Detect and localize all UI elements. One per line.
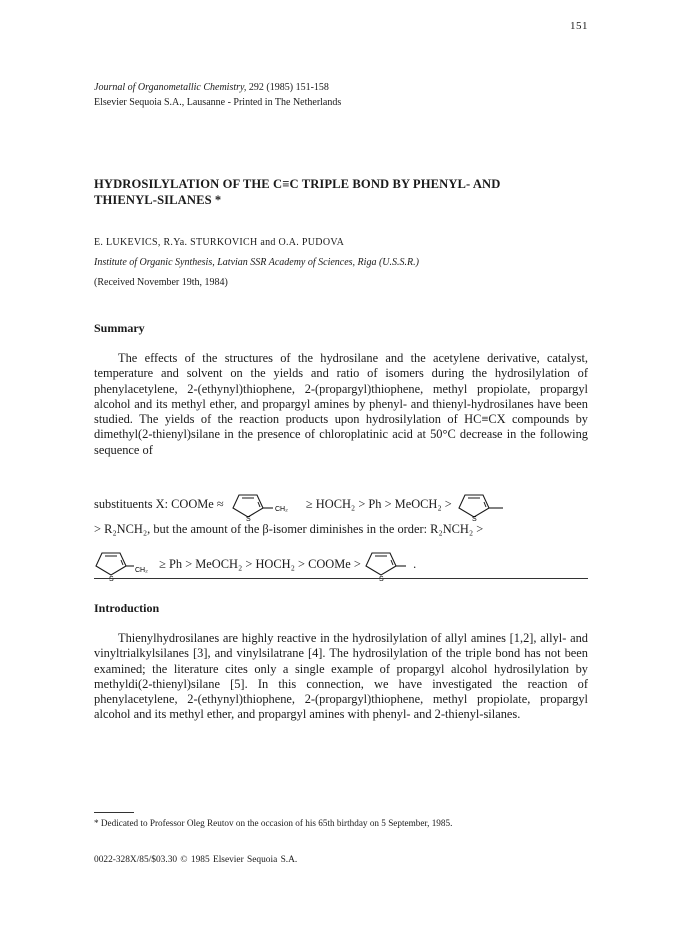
sequence-text: ≥ Ph > MeOCH₂ > HOCH₂ > COOMe >	[159, 556, 361, 571]
summary-paragraph	[94, 351, 588, 458]
title-line-2: THIENYL-SILANES *	[94, 193, 222, 207]
sequence-line-1	[94, 488, 507, 522]
sequence-end: .	[413, 556, 417, 571]
sequence-middle: ≥ HOCH₂ > Ph > MeOCH₂ >	[305, 496, 452, 511]
copyright-line: 0022-328X/85/$03.30 © 1985 Elsevier Sequoia S.A.	[94, 855, 298, 865]
sequence-line-3	[94, 548, 416, 582]
ch2-label: CH₂	[274, 506, 288, 513]
article-title	[94, 176, 614, 208]
footnote-rule	[94, 812, 134, 813]
sequence-line-2: > R₂NCH₂, but the amount of the β-isomer diminishes in the order: R₂NCH₂ >	[94, 522, 484, 536]
sulfur-label: S	[245, 516, 251, 522]
introduction-text: Thienylhydrosilanes are highly reactive in the hydrosilylation of allyl amines [1,2], allyl- and vinyltrialkylsilanes [3], and vinylsilatrane [4]. The hydrosilylation of the triple bond has not been examined; the literature cites only a single example of propargyl alcohol hydrosilylation by methyldi(2-thienyl)silane [5]. In this connection, we have investigated the reaction of phenylacetylene, 2-(ethynyl)thiophene, 2-(propargyl)thiophene, methyl propiolate, propargyl alcohol and its methyl ether, and propargyl amines with phenyl- and 2-thienyl-silanes.	[94, 631, 588, 722]
journal-citation	[94, 80, 341, 110]
section-divider	[94, 578, 588, 579]
sulfur-label: S	[471, 516, 477, 522]
received-date: (Received November 19th, 1984)	[94, 277, 228, 288]
summary-heading: Summary	[94, 321, 145, 335]
journal-details: 292 (1985) 151-158	[248, 82, 329, 93]
affiliation: Institute of Organic Synthesis, Latvian SSR Academy of Sciences, Riga (U.S.S.R.)	[94, 257, 419, 268]
thienylmethyl-structure-icon	[227, 488, 303, 522]
footnote: * Dedicated to Professor Oleg Reutov on the occasion of his 65th birthday on 5 September, 1985.	[94, 818, 453, 828]
summary-text: The effects of the structures of the hydrosilane and the acetylene derivative, catalyst, temperature and solvent on the yields and ratio of isomers during the hydrosilylation of phenylacetylene, 2-(ethynyl)thiophene, 2-(propargyl)thiophene, methyl propiolate, propargyl alcohol and its methyl ether, and propargyl amines by phenyl- and thienyl-hydrosilanes have been studied. The yields of the reaction products upon hydrosilylation of HC≡CX compounds by dimethyl(2-thienyl)silane in the presence of chloroplatinic acid at 50°C decrease in the following sequence of	[94, 351, 588, 457]
thienyl-structure-icon	[455, 488, 507, 522]
page-number: 151	[570, 20, 588, 32]
journal-name: Journal of Organometallic Chemistry,	[94, 82, 247, 93]
publisher-line: Elsevier Sequoia S.A., Lausanne - Printed in The Netherlands	[94, 97, 342, 108]
thienyl-structure-icon	[364, 548, 410, 582]
introduction-paragraph	[94, 631, 588, 723]
sequence-lead: substituents X: COOMe ≈	[94, 496, 224, 511]
authors: E. LUKEVICS, R.Ya. STURKOVICH and O.A. PUDOVA	[94, 237, 345, 248]
introduction-heading: Introduction	[94, 601, 160, 615]
title-line-1: HYDROSILYLATION OF THE C≡C TRIPLE BOND BY PHENYL- AND	[94, 177, 501, 191]
ch2-label: CH₂	[135, 567, 148, 574]
sulfur-label: S	[109, 576, 114, 582]
thienylmethyl-structure-icon	[94, 548, 156, 582]
sulfur-label: S	[378, 576, 384, 582]
